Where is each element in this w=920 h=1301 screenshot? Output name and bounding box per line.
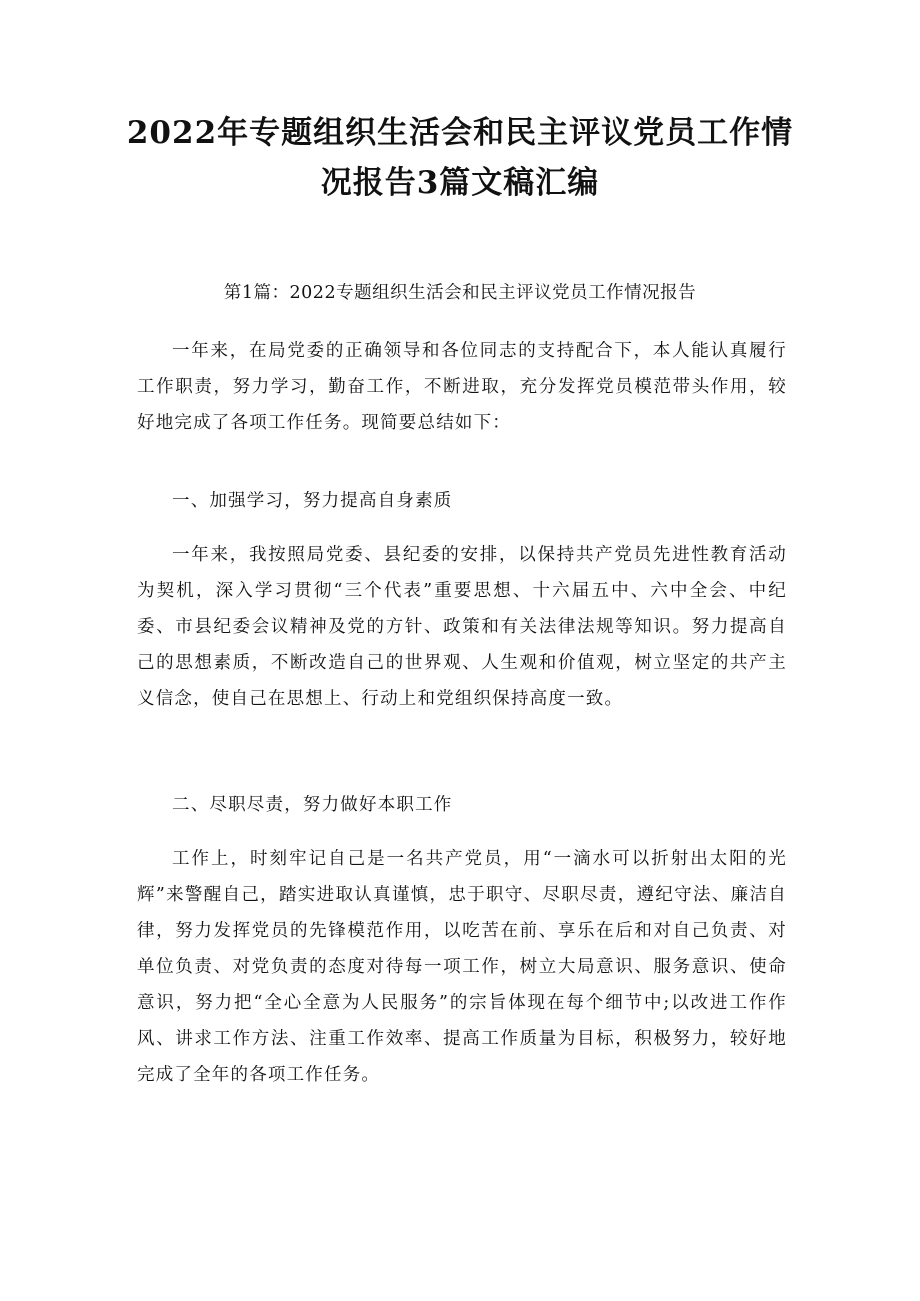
document-title-line-2: 况报告3篇文稿汇编 [320,165,600,201]
section-heading-2: 二、尽职尽责，努力做好本职工作 [172,795,453,815]
paragraph-work: 工作上，时刻牢记自己是一名共产党员，用“一滴水可以折射出太阳的光辉”来警醒自己，踏实进取认真谨慎，忠于职守、尽职尽责，遵纪守法、廉洁自律，努力发挥党员的先锋模范作用，以吃苦在前、享乐在后和对自己负责、对单位负责、对党负责的态度对待每一项工作，树立大局意识、服务意识、使命意识，努力把“全心全意为人民服务”的宗旨体现在每个细节中;以改进工作作风、讲求工作方法、注重工作效率、提高工作质量为目标，积极努力，较好地完成了全年的各项工作任务。 [137,849,787,1085]
section-heading-1: 一、加强学习，努力提高自身素质 [172,491,453,511]
document-title [120,108,800,208]
paragraph-study: 一年来，我按照局党委、县纪委的安排，以保持共产党员先进性教育活动为契机，深入学习贯彻“三个代表”重要思想、十六届五中、六中全会、中纪委、市县纪委会议精神及党的方针、政策和有关法律法规等知识。努力提高自己的思想素质，不断改造自己的世界观、人生观和价值观，树立坚定的共产主义信念，使自己在思想上、行动上和党组织保持高度一致。 [137,545,787,709]
paragraph-intro: 一年来，在局党委的正确领导和各位同志的支持配合下，本人能认真履行工作职责，努力学习，勤奋工作，不断进取，充分发挥党员模范带头作用，较好地完成了各项工作任务。现简要总结如下： [137,341,787,433]
section-subtitle: 第1篇：2022专题组织生活会和民主评议党员工作情况报告 [223,283,697,303]
document-title-line-1: 2022年专题组织生活会和民主评议党员工作情 [126,115,794,151]
